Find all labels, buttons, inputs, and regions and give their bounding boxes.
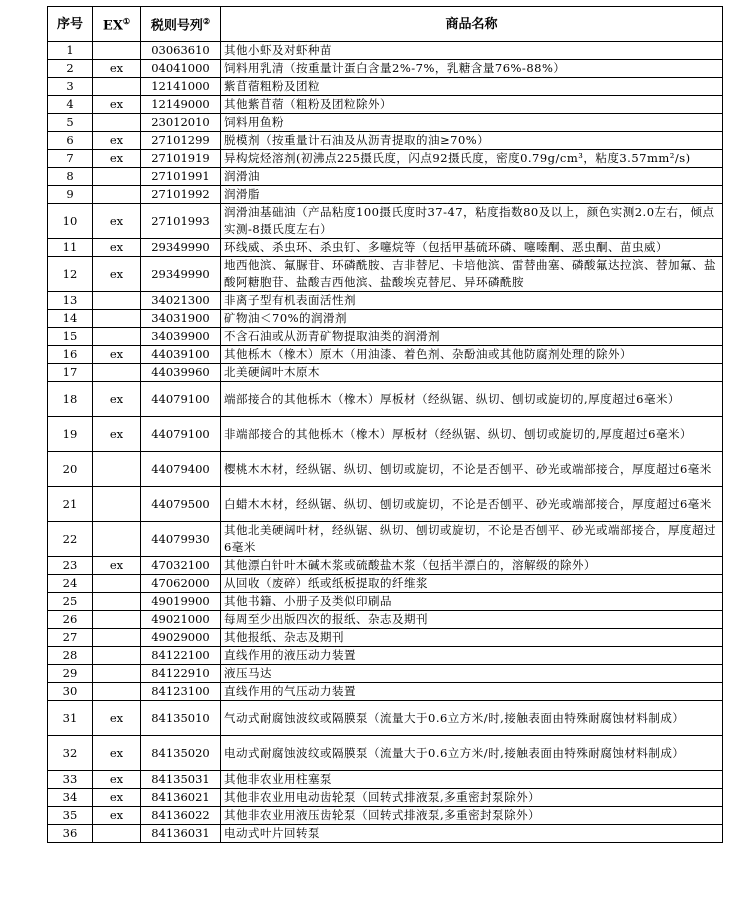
cell-name: 其他非农业用柱塞泵	[221, 771, 723, 789]
table-row	[48, 629, 723, 647]
table-row	[48, 417, 723, 452]
footnote-marker: ①	[122, 16, 131, 27]
cell-name: 白蜡木木材，经纵锯、纵切、刨切或旋切，不论是否刨平、砂光或端部接合，厚度超过6毫米	[221, 487, 723, 522]
cell-name: 直线作用的气压动力装置	[221, 683, 723, 701]
cell-code: 12149000	[141, 96, 221, 114]
cell-ex: ex	[93, 382, 141, 417]
cell-ex	[93, 575, 141, 593]
cell-seq: 19	[48, 417, 93, 452]
table-row	[48, 736, 723, 771]
cell-ex	[93, 452, 141, 487]
cell-name: 樱桃木木材，经纵锯、纵切、刨切或旋切，不论是否刨平、砂光或端部接合，厚度超过6毫米	[221, 452, 723, 487]
cell-seq: 18	[48, 382, 93, 417]
cell-ex	[93, 42, 141, 60]
cell-name: 不含石油或从沥青矿物提取油类的润滑剂	[221, 328, 723, 346]
cell-seq: 8	[48, 168, 93, 186]
cell-name: 每周至少出版四次的报纸、杂志及期刊	[221, 611, 723, 629]
table-row	[48, 114, 723, 132]
cell-code: 49019900	[141, 593, 221, 611]
cell-name: 其他报纸、杂志及期刊	[221, 629, 723, 647]
cell-ex	[93, 487, 141, 522]
table-row	[48, 204, 723, 239]
cell-seq: 30	[48, 683, 93, 701]
cell-code: 27101299	[141, 132, 221, 150]
cell-ex: ex	[93, 417, 141, 452]
cell-name: 其他非农业用液压齿轮泵（回转式排液泵,多重密封泵除外）	[221, 807, 723, 825]
cell-ex: ex	[93, 771, 141, 789]
cell-seq: 12	[48, 257, 93, 292]
cell-seq: 29	[48, 665, 93, 683]
header-ex: EX①	[93, 7, 141, 42]
table-row	[48, 292, 723, 310]
cell-name: 电动式耐腐蚀波纹或隔膜泵（流量大于0.6立方米/时,接触表面由特殊耐腐蚀材料制成）	[221, 736, 723, 771]
cell-name: 其他栎木（橡木）原木（用油漆、着色剂、杂酚油或其他防腐剂处理的除外）	[221, 346, 723, 364]
cell-name: 紫苜蓿粗粉及团粒	[221, 78, 723, 96]
cell-code: 44079500	[141, 487, 221, 522]
cell-code: 47062000	[141, 575, 221, 593]
table-row	[48, 346, 723, 364]
tariff-table-container	[47, 6, 723, 843]
cell-code: 03063610	[141, 42, 221, 60]
table-row	[48, 611, 723, 629]
cell-ex	[93, 114, 141, 132]
table-row	[48, 60, 723, 78]
table-row	[48, 789, 723, 807]
cell-code: 47032100	[141, 557, 221, 575]
cell-code: 34021300	[141, 292, 221, 310]
table-row	[48, 382, 723, 417]
cell-code: 44039100	[141, 346, 221, 364]
cell-seq: 34	[48, 789, 93, 807]
cell-code: 44079100	[141, 417, 221, 452]
cell-code: 29349990	[141, 239, 221, 257]
cell-ex: ex	[93, 557, 141, 575]
cell-code: 84136031	[141, 825, 221, 843]
cell-name: 其他非农业用电动齿轮泵（回转式排液泵,多重密封泵除外）	[221, 789, 723, 807]
table-row	[48, 257, 723, 292]
cell-seq: 26	[48, 611, 93, 629]
table-row	[48, 132, 723, 150]
cell-name: 非离子型有机表面活性剂	[221, 292, 723, 310]
cell-seq: 23	[48, 557, 93, 575]
table-row	[48, 701, 723, 736]
cell-ex: ex	[93, 789, 141, 807]
table-row	[48, 575, 723, 593]
cell-code: 84135020	[141, 736, 221, 771]
cell-seq: 11	[48, 239, 93, 257]
cell-ex	[93, 611, 141, 629]
cell-ex: ex	[93, 257, 141, 292]
cell-name: 脱模剂（按重量计石油及从沥青提取的油≥70%）	[221, 132, 723, 150]
cell-ex: ex	[93, 807, 141, 825]
cell-ex: ex	[93, 132, 141, 150]
cell-code: 44039960	[141, 364, 221, 382]
cell-seq: 16	[48, 346, 93, 364]
cell-code: 84123100	[141, 683, 221, 701]
cell-ex: ex	[93, 346, 141, 364]
cell-name: 饲料用乳清（按重量计蛋白含量2%-7%，乳糖含量76%-88%）	[221, 60, 723, 78]
cell-code: 44079930	[141, 522, 221, 557]
cell-seq: 2	[48, 60, 93, 78]
cell-seq: 6	[48, 132, 93, 150]
table-row	[48, 825, 723, 843]
header-seq: 序号	[48, 7, 93, 42]
table-row	[48, 807, 723, 825]
cell-ex	[93, 825, 141, 843]
cell-code: 23012010	[141, 114, 221, 132]
table-row	[48, 78, 723, 96]
cell-ex	[93, 310, 141, 328]
cell-seq: 33	[48, 771, 93, 789]
cell-seq: 1	[48, 42, 93, 60]
cell-ex: ex	[93, 736, 141, 771]
cell-name: 地西他滨、氟脲苷、环磷酰胺、吉非替尼、卡培他滨、雷替曲塞、磷酸氟达拉滨、替加氟、盐酸阿糖胞苷、盐酸吉西他滨、盐酸埃克替尼、异环磷酰胺	[221, 257, 723, 292]
cell-ex	[93, 629, 141, 647]
cell-seq: 9	[48, 186, 93, 204]
cell-seq: 4	[48, 96, 93, 114]
cell-seq: 36	[48, 825, 93, 843]
table-row	[48, 364, 723, 382]
table-row	[48, 593, 723, 611]
cell-ex	[93, 665, 141, 683]
table-row	[48, 665, 723, 683]
cell-ex	[93, 168, 141, 186]
cell-seq: 7	[48, 150, 93, 168]
cell-name: 北美硬阔叶木原木	[221, 364, 723, 382]
cell-name: 其他漂白针叶木碱木浆或硫酸盐木浆（包括半漂白的，溶解级的除外）	[221, 557, 723, 575]
footnote-marker: ②	[202, 16, 211, 27]
cell-ex	[93, 522, 141, 557]
cell-code: 84122910	[141, 665, 221, 683]
cell-code: 84135031	[141, 771, 221, 789]
cell-name: 其他北美硬阔叶材，经纵锯、纵切、刨切或旋切，不论是否刨平、砂光或端部接合，厚度超过6毫米	[221, 522, 723, 557]
cell-ex	[93, 364, 141, 382]
cell-ex	[93, 593, 141, 611]
cell-name: 矿物油＜70%的润滑剂	[221, 310, 723, 328]
cell-ex	[93, 186, 141, 204]
cell-code: 27101991	[141, 168, 221, 186]
cell-ex: ex	[93, 239, 141, 257]
cell-name: 润滑油	[221, 168, 723, 186]
table-row	[48, 96, 723, 114]
cell-ex	[93, 647, 141, 665]
cell-name: 液压马达	[221, 665, 723, 683]
cell-name: 其他小虾及对虾种苗	[221, 42, 723, 60]
cell-name: 异构烷烃溶剂(初沸点225摄氏度，闪点92摄氏度，密度0.79g/cm³，粘度3.57mm²/s)	[221, 150, 723, 168]
cell-ex	[93, 292, 141, 310]
table-row	[48, 186, 723, 204]
cell-ex: ex	[93, 701, 141, 736]
cell-name: 其他书籍、小册子及类似印刷品	[221, 593, 723, 611]
cell-name: 环线威、杀虫环、杀虫钉、多噻烷等（包括甲基硫环磷、噻嗪酮、恶虫酮、苗虫威）	[221, 239, 723, 257]
cell-seq: 24	[48, 575, 93, 593]
table-row	[48, 522, 723, 557]
table-row	[48, 168, 723, 186]
table-row	[48, 452, 723, 487]
cell-seq: 28	[48, 647, 93, 665]
table-header	[48, 7, 723, 42]
cell-seq: 35	[48, 807, 93, 825]
cell-name: 润滑油基础油（产品粘度100摄氏度时37-47，粘度指数80及以上，颜色实测2.0左右，倾点实测-8摄氏度左右）	[221, 204, 723, 239]
cell-seq: 27	[48, 629, 93, 647]
cell-code: 34031900	[141, 310, 221, 328]
cell-name: 其他紫苜蓿（粗粉及团粒除外）	[221, 96, 723, 114]
cell-seq: 25	[48, 593, 93, 611]
table-body	[48, 42, 723, 843]
cell-name: 非端部接合的其他栎木（橡木）厚板材（经纵锯、纵切、刨切或旋切的,厚度超过6毫米）	[221, 417, 723, 452]
cell-name: 直线作用的液压动力装置	[221, 647, 723, 665]
cell-code: 84122100	[141, 647, 221, 665]
table-row	[48, 771, 723, 789]
cell-code: 27101992	[141, 186, 221, 204]
cell-ex	[93, 328, 141, 346]
cell-code: 34039900	[141, 328, 221, 346]
cell-seq: 13	[48, 292, 93, 310]
cell-code: 29349990	[141, 257, 221, 292]
cell-seq: 14	[48, 310, 93, 328]
cell-seq: 22	[48, 522, 93, 557]
cell-code: 44079400	[141, 452, 221, 487]
table-row	[48, 683, 723, 701]
table-row	[48, 647, 723, 665]
cell-seq: 5	[48, 114, 93, 132]
cell-seq: 10	[48, 204, 93, 239]
cell-code: 04041000	[141, 60, 221, 78]
cell-name: 润滑脂	[221, 186, 723, 204]
header-code: 税则号列②	[141, 7, 221, 42]
cell-code: 27101919	[141, 150, 221, 168]
cell-seq: 32	[48, 736, 93, 771]
cell-name: 气动式耐腐蚀波纹或隔膜泵（流量大于0.6立方米/时,接触表面由特殊耐腐蚀材料制成）	[221, 701, 723, 736]
cell-seq: 20	[48, 452, 93, 487]
cell-seq: 15	[48, 328, 93, 346]
cell-code: 12141000	[141, 78, 221, 96]
cell-seq: 31	[48, 701, 93, 736]
cell-name: 从回收（废碎）纸或纸板提取的纤维浆	[221, 575, 723, 593]
tariff-table	[47, 6, 723, 843]
cell-seq: 3	[48, 78, 93, 96]
cell-code: 44079100	[141, 382, 221, 417]
table-row	[48, 150, 723, 168]
table-row	[48, 42, 723, 60]
cell-ex: ex	[93, 204, 141, 239]
table-row	[48, 487, 723, 522]
cell-ex: ex	[93, 150, 141, 168]
cell-code: 84136022	[141, 807, 221, 825]
cell-seq: 21	[48, 487, 93, 522]
cell-seq: 17	[48, 364, 93, 382]
cell-code: 49029000	[141, 629, 221, 647]
cell-code: 84136021	[141, 789, 221, 807]
cell-code: 84135010	[141, 701, 221, 736]
cell-ex: ex	[93, 60, 141, 78]
cell-name: 端部接合的其他栎木（橡木）厚板材（经纵锯、纵切、刨切或旋切的,厚度超过6毫米）	[221, 382, 723, 417]
cell-code: 27101993	[141, 204, 221, 239]
cell-ex	[93, 683, 141, 701]
cell-code: 49021000	[141, 611, 221, 629]
table-row	[48, 557, 723, 575]
cell-ex: ex	[93, 96, 141, 114]
table-row	[48, 239, 723, 257]
cell-name: 饲料用鱼粉	[221, 114, 723, 132]
table-row	[48, 310, 723, 328]
header-name: 商品名称	[221, 7, 723, 42]
table-row	[48, 328, 723, 346]
cell-ex	[93, 78, 141, 96]
cell-name: 电动式叶片回转泵	[221, 825, 723, 843]
